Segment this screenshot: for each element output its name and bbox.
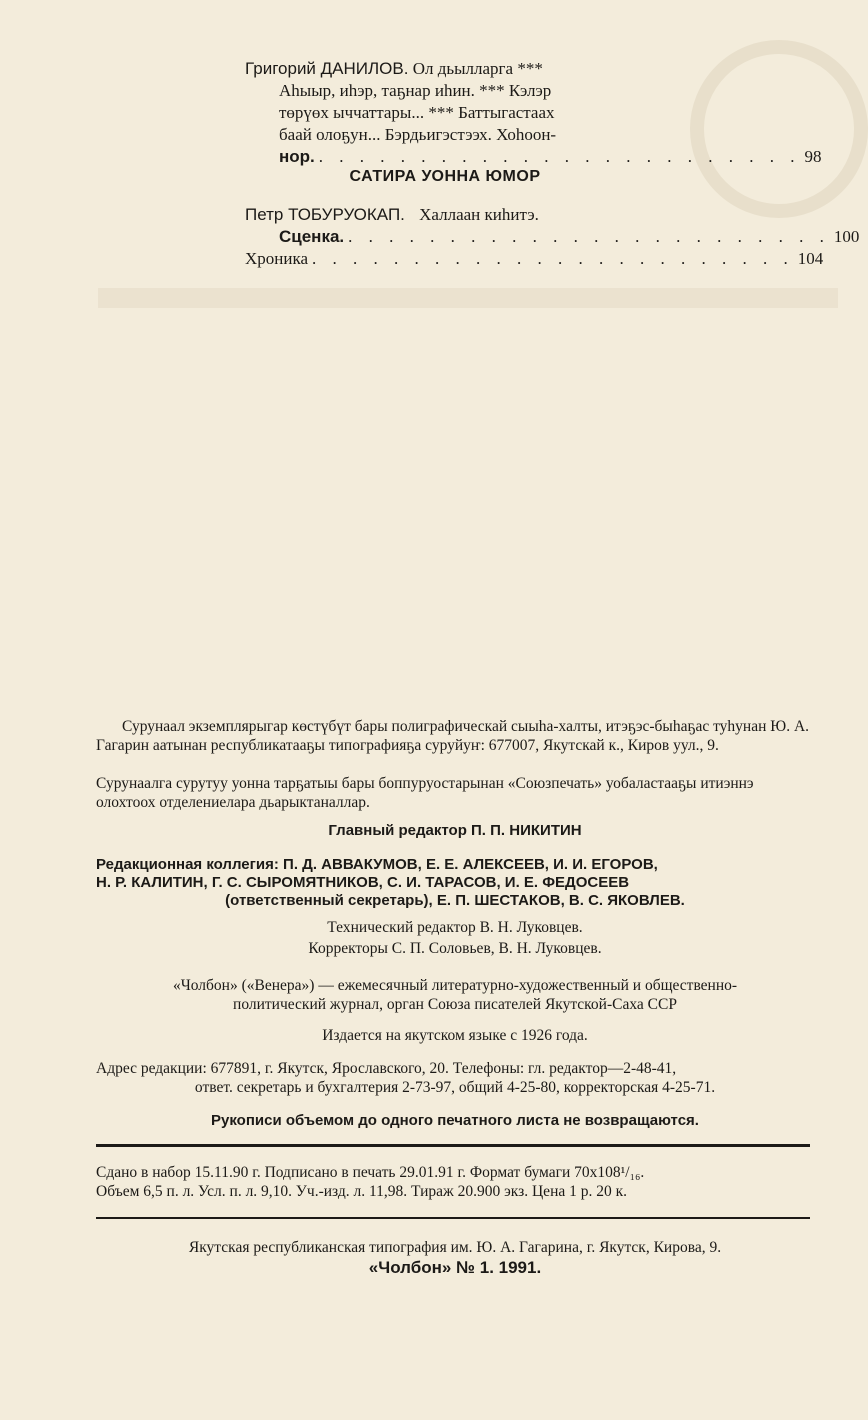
toc-entry-toburuokap xyxy=(245,204,860,270)
journal-line: «Чолбон» («Венера») — ежемесячный литературно-художественный и общественно- xyxy=(172,977,738,994)
address-line: Адрес редакции: 677891, г. Якутск, Ярославского, 20. Телефоны: гл. редактор—2-48-41, xyxy=(96,1060,677,1077)
printer-info: Якутская республиканская типография им. Ю. А. Гагарина, г. Якутск, Кирова, 9. xyxy=(188,1239,722,1256)
proofreaders: Корректоры С. П. Соловьев, В. Н. Луковцев. xyxy=(308,940,602,957)
toc-line: баай олоҕун... Бэрдьигэстээх. Хоһоон- xyxy=(279,125,557,144)
board-members: Н. Р. КАЛИТИН, Г. С. СЫРОМЯТНИКОВ, С. И. ТАРАСОВ, И. Е. ФЕДОСЕЕВ xyxy=(96,874,630,891)
toc-title: Халлаан киһитэ. xyxy=(419,205,539,224)
board-members: (ответственный секретарь), Е. П. ШЕСТАКОВ, В. С. ЯКОВЛЕВ. xyxy=(225,892,685,909)
divider-top xyxy=(96,1144,810,1147)
leader-dots: . . . . . . . . . . . . . . . . . . . . . . . . xyxy=(348,227,830,246)
tech-editor: Технический редактор В. Н. Луковцев. xyxy=(327,919,583,936)
print-notice: Сурунаал экземплярыгар көстүбүт бары полиграфическай сыыһа-халты, итэҕэс-быһаҕас туһунан Ю. А. Гагарин аатынан республикатааҕы типографияҕа суруйуҥ: 677007, Якутскай к., Киров уул., 9. xyxy=(96,718,810,754)
show-through-circle xyxy=(690,40,868,218)
chief-editor: Главный редактор П. П. НИКИТИН xyxy=(328,822,582,839)
toc-line: Аһыыр, иһэр, таҕнар иһин. *** Кэлэр xyxy=(279,81,552,100)
toc-title: Хроника xyxy=(245,249,309,268)
board-label: Редакционная коллегия: xyxy=(96,856,279,873)
board-members: П. Д. АВВАКУМОВ, Е. Е. АЛЕКСЕЕВ, И. И. ЕГОРОВ, xyxy=(283,856,658,873)
toc-page-number: 100 xyxy=(833,227,860,246)
toc-entry-danilov xyxy=(245,58,822,168)
print-details xyxy=(96,1163,814,1201)
journal-line: политический журнал, орган Союза писателей Якутской-Саха ССР xyxy=(233,996,677,1013)
toc-line-end: нор. xyxy=(279,147,315,166)
toc-line: төрүөх ыччаттары... *** Баттыгастаах xyxy=(279,103,555,122)
divider-bottom xyxy=(96,1217,810,1219)
section-heading: САТИРА УОННА ЮМОР xyxy=(349,168,541,185)
toc-title: Ол дьылларга *** xyxy=(412,59,543,78)
show-through-bar xyxy=(98,288,838,308)
toc-line-end: Сценка. xyxy=(279,227,345,246)
published-since: Издается на якутском языке с 1926 года. xyxy=(322,1027,588,1044)
leader-dots: . . . . . . . . . . . . . . . . . . . . . . . . xyxy=(312,249,794,268)
issue-line: «Чолбон» № 1. 1991. xyxy=(368,1258,542,1277)
editorial-board xyxy=(96,856,814,910)
toc-page-number: 98 xyxy=(804,147,822,166)
address-line: ответ. секретарь и бухгалтерия 2-73-97, общий 4-25-80, корректорская 4-25-71. xyxy=(194,1079,716,1096)
subscription-notice: Сурунаалга сурутуу уонна тарҕатыы бары боппуруостарынан «Союзпечать» уобаластааҕы итиэннэ олохтоох отделениелара дьарыктаналлар. xyxy=(96,775,754,811)
leader-dots: . . . . . . . . . . . . . . . . . . . . . . . . xyxy=(318,147,801,166)
manuscripts-notice: Рукописи объемом до одного печатного листа не возвращаются. xyxy=(211,1112,699,1129)
journal-description xyxy=(96,976,814,1014)
print-line: Объем 6,5 п. л. Усл. п. л. 9,10. Уч.-изд. л. 11,98. Тираж 20.900 экз. Цена 1 р. 20 к. xyxy=(96,1183,628,1200)
editorial-address xyxy=(96,1059,814,1097)
print-line: Сдано в набор 15.11.90 г. Подписано в печать 29.01.91 г. Формат бумаги 70х108¹/₁₆. xyxy=(96,1164,645,1181)
toc-author: Петр ТОБУРУОКАП. xyxy=(245,205,405,224)
toc-page-number: 104 xyxy=(797,249,824,268)
toc-author: Григорий ДАНИЛОВ. xyxy=(245,59,409,78)
